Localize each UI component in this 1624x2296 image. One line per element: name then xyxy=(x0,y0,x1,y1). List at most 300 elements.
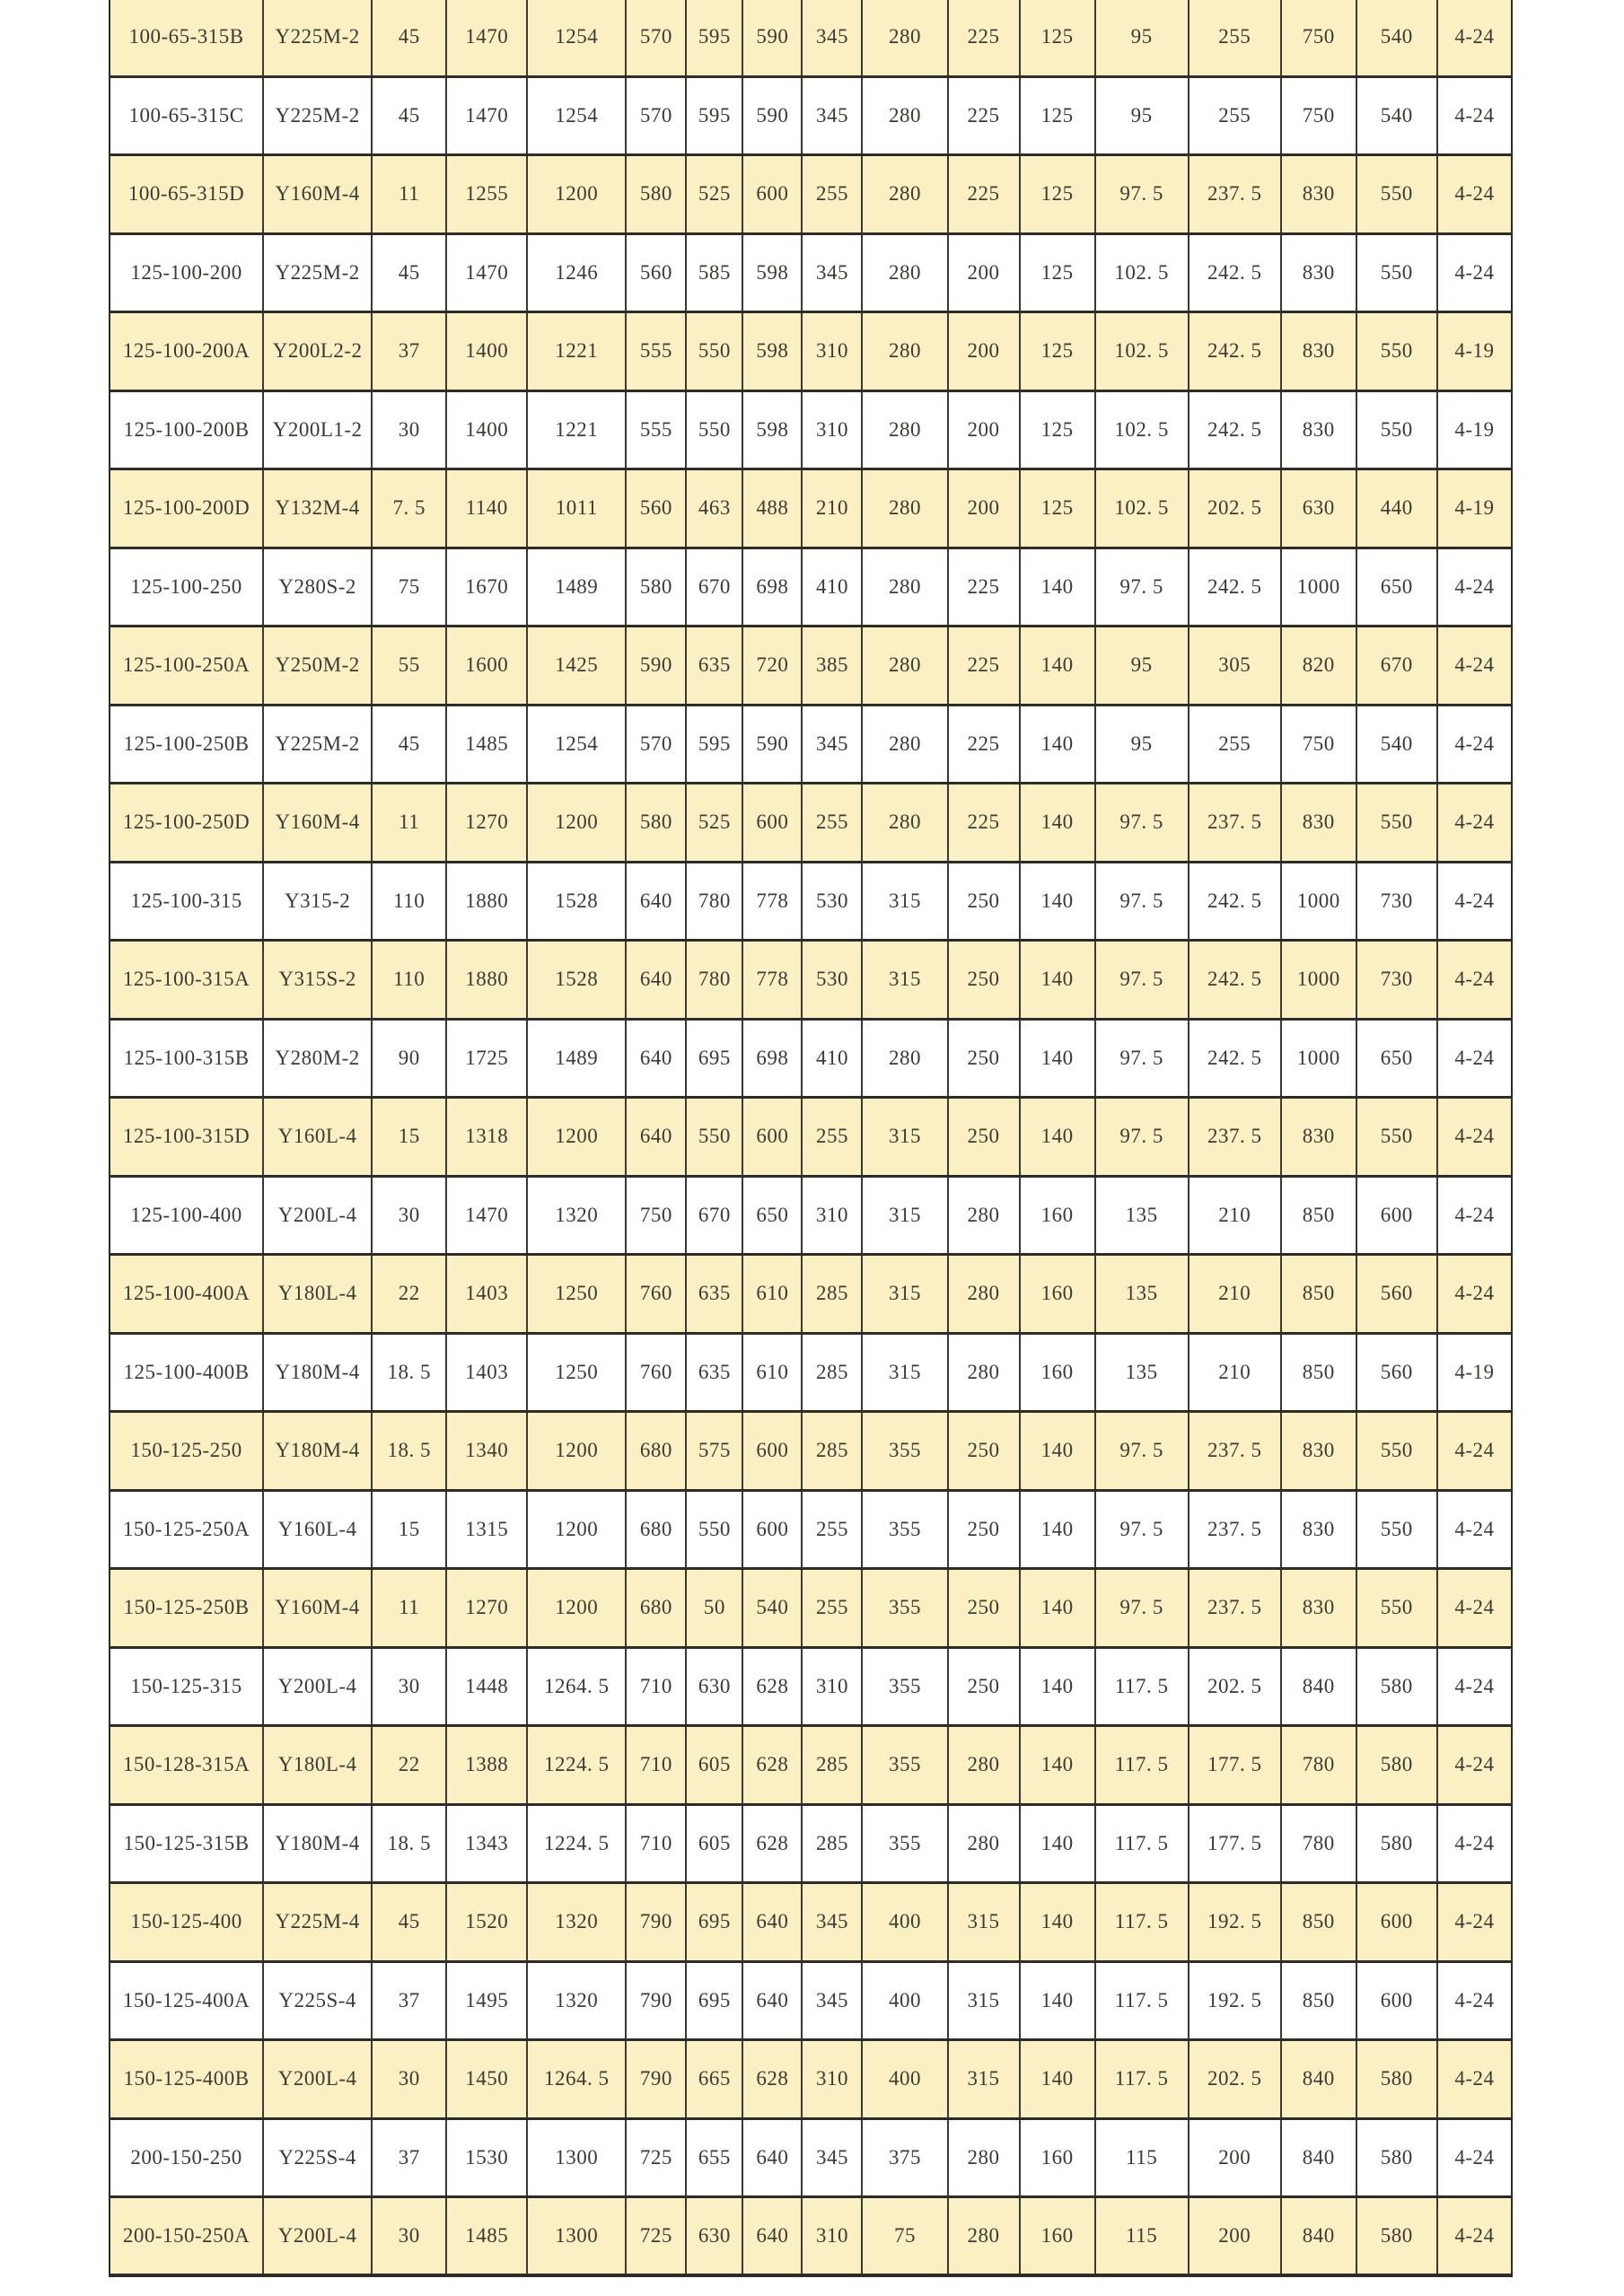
value-cell: 790 xyxy=(626,2040,686,2119)
value-cell: 255 xyxy=(1189,705,1281,784)
value-cell: 140 xyxy=(1020,548,1095,627)
value-cell: 75 xyxy=(372,548,446,627)
value-cell: 1485 xyxy=(446,2197,527,2276)
value-cell: 95 xyxy=(1095,0,1189,76)
value-cell: 1400 xyxy=(446,312,527,391)
pump-model-cell: 150-125-400 xyxy=(130,1910,242,1933)
value-cell: 237. 5 xyxy=(1189,1412,1281,1491)
value-cell: 102. 5 xyxy=(1095,390,1189,469)
value-cell: 117. 5 xyxy=(1095,1961,1189,2040)
value-cell: 780 xyxy=(1281,1726,1356,1805)
value-cell: 580 xyxy=(1356,1804,1437,1883)
table-row xyxy=(110,862,1512,941)
value-cell: 650 xyxy=(1356,548,1437,627)
value-cell: 1300 xyxy=(527,2197,626,2276)
value-cell: 610 xyxy=(742,1333,802,1412)
pump-model-cell: 125-100-315A xyxy=(122,968,250,991)
value-cell: 600 xyxy=(1356,1961,1437,2040)
motor-model-cell: Y225M-4 xyxy=(263,1883,372,1962)
value-cell: 315 xyxy=(862,1098,947,1177)
value-cell: 680 xyxy=(626,1569,686,1648)
value-cell: 345 xyxy=(802,1961,862,2040)
value-cell: 1495 xyxy=(446,1961,527,2040)
value-cell: 550 xyxy=(686,312,742,391)
table-row xyxy=(110,1412,1512,1491)
value-cell: 830 xyxy=(1281,1490,1356,1569)
value-cell: 400 xyxy=(862,2040,947,2119)
value-cell: 140 xyxy=(1020,1019,1095,1098)
value-cell: 50 xyxy=(686,1569,742,1648)
value-cell: 285 xyxy=(802,1333,862,1412)
pump-model-cell: 125-100-400 xyxy=(130,1203,242,1226)
value-cell: 560 xyxy=(626,469,686,548)
motor-model-cell: Y160M-4 xyxy=(263,155,372,234)
value-cell: 4-24 xyxy=(1437,2040,1512,2119)
value-cell: 242. 5 xyxy=(1189,233,1281,312)
value-cell: 1264. 5 xyxy=(527,2040,626,2119)
value-cell: 670 xyxy=(1356,627,1437,705)
value-cell: 210 xyxy=(1189,1333,1281,1412)
value-cell: 97. 5 xyxy=(1095,548,1189,627)
value-cell: 315 xyxy=(862,941,947,1020)
value-cell: 570 xyxy=(626,76,686,155)
value-cell: 1224. 5 xyxy=(527,1804,626,1883)
value-cell: 160 xyxy=(1020,1333,1095,1412)
value-cell: 255 xyxy=(802,784,862,863)
value-cell: 310 xyxy=(802,2197,862,2276)
value-cell: 345 xyxy=(802,1883,862,1962)
value-cell: 280 xyxy=(948,1176,1020,1255)
value-cell: 530 xyxy=(802,862,862,941)
value-cell: 628 xyxy=(742,2040,802,2119)
value-cell: 4-24 xyxy=(1437,941,1512,1020)
pump-model-cell: 125-100-250 xyxy=(130,574,242,598)
pump-model-cell: 150-128-315A xyxy=(122,1753,250,1776)
value-cell: 410 xyxy=(802,548,862,627)
value-cell: 1403 xyxy=(446,1255,527,1334)
value-cell: 97. 5 xyxy=(1095,941,1189,1020)
value-cell: 280 xyxy=(948,1804,1020,1883)
value-cell: 4-19 xyxy=(1437,390,1512,469)
value-cell: 255 xyxy=(1189,76,1281,155)
value-cell: 255 xyxy=(802,1569,862,1648)
value-cell: 242. 5 xyxy=(1189,1019,1281,1098)
pump-model-cell: 125-100-315 xyxy=(130,889,242,912)
pump-model-cell: 125-100-400B xyxy=(123,1360,250,1383)
pump-model-cell: 150-125-250A xyxy=(122,1517,250,1540)
value-cell: 595 xyxy=(686,0,742,76)
value-cell: 140 xyxy=(1020,1490,1095,1569)
table-row xyxy=(110,2040,1512,2119)
value-cell: 140 xyxy=(1020,862,1095,941)
value-cell: 1254 xyxy=(527,76,626,155)
value-cell: 725 xyxy=(626,2118,686,2197)
value-cell: 830 xyxy=(1281,1098,1356,1177)
value-cell: 600 xyxy=(742,1490,802,1569)
value-cell: 18. 5 xyxy=(372,1412,446,1491)
value-cell: 1320 xyxy=(527,1176,626,1255)
value-cell: 670 xyxy=(686,1176,742,1255)
value-cell: 11 xyxy=(372,1569,446,1648)
value-cell: 4-24 xyxy=(1437,2118,1512,2197)
value-cell: 600 xyxy=(742,784,802,863)
table-row xyxy=(110,390,1512,469)
value-cell: 525 xyxy=(686,155,742,234)
value-cell: 635 xyxy=(686,627,742,705)
pump-spec-table xyxy=(109,0,1513,2277)
value-cell: 1315 xyxy=(446,1490,527,1569)
value-cell: 135 xyxy=(1095,1333,1189,1412)
value-cell: 140 xyxy=(1020,1647,1095,1726)
table-row xyxy=(110,2118,1512,2197)
value-cell: 315 xyxy=(862,1176,947,1255)
value-cell: 355 xyxy=(862,1804,947,1883)
table-row xyxy=(110,1569,1512,1648)
value-cell: 850 xyxy=(1281,1961,1356,2040)
value-cell: 630 xyxy=(686,2197,742,2276)
pump-model-cell: 150-125-250B xyxy=(123,1596,250,1619)
value-cell: 640 xyxy=(742,2118,802,2197)
table-row xyxy=(110,1647,1512,1726)
value-cell: 1520 xyxy=(446,1883,527,1962)
value-cell: 595 xyxy=(686,705,742,784)
value-cell: 125 xyxy=(1020,390,1095,469)
pump-model-cell: 125-100-200A xyxy=(122,339,250,363)
value-cell: 117. 5 xyxy=(1095,1883,1189,1962)
value-cell: 698 xyxy=(742,548,802,627)
value-cell: 1725 xyxy=(446,1019,527,1098)
value-cell: 550 xyxy=(1356,1569,1437,1648)
value-cell: 550 xyxy=(1356,233,1437,312)
value-cell: 102. 5 xyxy=(1095,312,1189,391)
value-cell: 1254 xyxy=(527,705,626,784)
value-cell: 95 xyxy=(1095,627,1189,705)
value-cell: 255 xyxy=(1189,0,1281,76)
value-cell: 200 xyxy=(948,469,1020,548)
value-cell: 110 xyxy=(372,941,446,1020)
value-cell: 255 xyxy=(802,1490,862,1569)
value-cell: 550 xyxy=(686,390,742,469)
value-cell: 1200 xyxy=(527,1412,626,1491)
value-cell: 140 xyxy=(1020,1961,1095,2040)
pump-model-cell: 125-100-250A xyxy=(122,653,250,677)
value-cell: 140 xyxy=(1020,1412,1095,1491)
value-cell: 280 xyxy=(862,469,947,548)
value-cell: 698 xyxy=(742,1019,802,1098)
table-row xyxy=(110,941,1512,1020)
value-cell: 95 xyxy=(1095,76,1189,155)
value-cell: 280 xyxy=(862,548,947,627)
value-cell: 15 xyxy=(372,1098,446,1177)
value-cell: 45 xyxy=(372,233,446,312)
value-cell: 192. 5 xyxy=(1189,1883,1281,1962)
motor-model-cell: Y180M-4 xyxy=(263,1412,372,1491)
value-cell: 30 xyxy=(372,2040,446,2119)
value-cell: 830 xyxy=(1281,390,1356,469)
value-cell: 670 xyxy=(686,548,742,627)
motor-model-cell: Y250M-2 xyxy=(263,627,372,705)
value-cell: 1470 xyxy=(446,1176,527,1255)
motor-model-cell: Y200L2-2 xyxy=(263,312,372,391)
value-cell: 4-24 xyxy=(1437,1176,1512,1255)
value-cell: 610 xyxy=(742,1255,802,1334)
value-cell: 110 xyxy=(372,862,446,941)
value-cell: 250 xyxy=(948,1412,1020,1491)
pump-model-cell: 100-65-315C xyxy=(128,103,244,127)
value-cell: 1318 xyxy=(446,1098,527,1177)
value-cell: 530 xyxy=(802,941,862,1020)
table-row xyxy=(110,1098,1512,1177)
value-cell: 4-24 xyxy=(1437,1883,1512,1962)
motor-model-cell: Y200L-4 xyxy=(263,1647,372,1726)
value-cell: 550 xyxy=(1356,784,1437,863)
motor-model-cell: Y200L1-2 xyxy=(263,390,372,469)
value-cell: 1343 xyxy=(446,1804,527,1883)
value-cell: 210 xyxy=(802,469,862,548)
value-cell: 1400 xyxy=(446,390,527,469)
value-cell: 225 xyxy=(948,0,1020,76)
value-cell: 285 xyxy=(802,1726,862,1805)
value-cell: 650 xyxy=(742,1176,802,1255)
value-cell: 237. 5 xyxy=(1189,1098,1281,1177)
value-cell: 285 xyxy=(802,1412,862,1491)
table-row xyxy=(110,155,1512,234)
value-cell: 140 xyxy=(1020,784,1095,863)
value-cell: 280 xyxy=(862,1019,947,1098)
value-cell: 160 xyxy=(1020,2118,1095,2197)
value-cell: 550 xyxy=(1356,1412,1437,1491)
value-cell: 202. 5 xyxy=(1189,2040,1281,2119)
value-cell: 600 xyxy=(742,1098,802,1177)
value-cell: 1200 xyxy=(527,784,626,863)
value-cell: 1221 xyxy=(527,390,626,469)
value-cell: 4-19 xyxy=(1437,312,1512,391)
value-cell: 250 xyxy=(948,1569,1020,1648)
value-cell: 280 xyxy=(948,1255,1020,1334)
value-cell: 550 xyxy=(686,1098,742,1177)
value-cell: 140 xyxy=(1020,2040,1095,2119)
value-cell: 18. 5 xyxy=(372,1804,446,1883)
value-cell: 1200 xyxy=(527,155,626,234)
value-cell: 1320 xyxy=(527,1883,626,1962)
value-cell: 840 xyxy=(1281,2118,1356,2197)
motor-model-cell: Y180L-4 xyxy=(263,1255,372,1334)
value-cell: 640 xyxy=(626,862,686,941)
value-cell: 570 xyxy=(626,705,686,784)
value-cell: 1224. 5 xyxy=(527,1726,626,1805)
value-cell: 225 xyxy=(948,155,1020,234)
value-cell: 630 xyxy=(686,1647,742,1726)
value-cell: 115 xyxy=(1095,2118,1189,2197)
motor-model-cell: Y180L-4 xyxy=(263,1726,372,1805)
value-cell: 102. 5 xyxy=(1095,469,1189,548)
value-cell: 1221 xyxy=(527,312,626,391)
pump-model-cell: 125-100-315B xyxy=(123,1046,250,1069)
value-cell: 310 xyxy=(802,390,862,469)
value-cell: 4-24 xyxy=(1437,862,1512,941)
value-cell: 665 xyxy=(686,2040,742,2119)
value-cell: 790 xyxy=(626,1961,686,2040)
value-cell: 840 xyxy=(1281,1647,1356,1726)
value-cell: 540 xyxy=(1356,0,1437,76)
value-cell: 280 xyxy=(862,76,947,155)
pump-model-cell: 125-100-250B xyxy=(123,732,250,755)
value-cell: 125 xyxy=(1020,0,1095,76)
motor-model-cell: Y160L-4 xyxy=(263,1098,372,1177)
value-cell: 250 xyxy=(948,1098,1020,1177)
value-cell: 580 xyxy=(626,548,686,627)
value-cell: 830 xyxy=(1281,312,1356,391)
pump-model-cell: 125-100-200D xyxy=(122,496,250,520)
value-cell: 280 xyxy=(948,1333,1020,1412)
value-cell: 315 xyxy=(862,1333,947,1412)
value-cell: 250 xyxy=(948,1647,1020,1726)
value-cell: 628 xyxy=(742,1647,802,1726)
value-cell: 4-24 xyxy=(1437,1490,1512,1569)
value-cell: 4-24 xyxy=(1437,1726,1512,1805)
motor-model-cell: Y225M-2 xyxy=(263,233,372,312)
value-cell: 778 xyxy=(742,862,802,941)
value-cell: 605 xyxy=(686,1726,742,1805)
value-cell: 280 xyxy=(862,627,947,705)
value-cell: 830 xyxy=(1281,233,1356,312)
value-cell: 30 xyxy=(372,2197,446,2276)
value-cell: 590 xyxy=(742,76,802,155)
value-cell: 595 xyxy=(686,76,742,155)
value-cell: 250 xyxy=(948,862,1020,941)
value-cell: 710 xyxy=(626,1726,686,1805)
value-cell: 680 xyxy=(626,1490,686,1569)
value-cell: 580 xyxy=(1356,2197,1437,2276)
value-cell: 550 xyxy=(1356,1098,1437,1177)
value-cell: 760 xyxy=(626,1333,686,1412)
value-cell: 30 xyxy=(372,1176,446,1255)
motor-model-cell: Y160M-4 xyxy=(263,1569,372,1648)
value-cell: 1880 xyxy=(446,941,527,1020)
value-cell: 550 xyxy=(1356,1490,1437,1569)
value-cell: 315 xyxy=(948,1883,1020,1962)
pump-model-cell: 200-150-250A xyxy=(122,2224,250,2247)
value-cell: 1250 xyxy=(527,1255,626,1334)
value-cell: 45 xyxy=(372,705,446,784)
value-cell: 580 xyxy=(1356,2040,1437,2119)
value-cell: 4-24 xyxy=(1437,1569,1512,1648)
value-cell: 355 xyxy=(862,1726,947,1805)
value-cell: 237. 5 xyxy=(1189,784,1281,863)
value-cell: 778 xyxy=(742,941,802,1020)
value-cell: 135 xyxy=(1095,1255,1189,1334)
value-cell: 830 xyxy=(1281,1569,1356,1648)
value-cell: 540 xyxy=(1356,76,1437,155)
value-cell: 385 xyxy=(802,627,862,705)
value-cell: 280 xyxy=(948,2118,1020,2197)
table-row xyxy=(110,1255,1512,1334)
value-cell: 4-24 xyxy=(1437,548,1512,627)
value-cell: 1489 xyxy=(527,1019,626,1098)
value-cell: 1300 xyxy=(527,2118,626,2197)
value-cell: 1255 xyxy=(446,155,527,234)
table-row xyxy=(110,1883,1512,1962)
value-cell: 225 xyxy=(948,548,1020,627)
value-cell: 1489 xyxy=(527,548,626,627)
value-cell: 488 xyxy=(742,469,802,548)
value-cell: 237. 5 xyxy=(1189,1490,1281,1569)
value-cell: 4-24 xyxy=(1437,1804,1512,1883)
value-cell: 140 xyxy=(1020,627,1095,705)
value-cell: 315 xyxy=(948,2040,1020,2119)
value-cell: 135 xyxy=(1095,1176,1189,1255)
value-cell: 355 xyxy=(862,1647,947,1726)
value-cell: 117. 5 xyxy=(1095,2040,1189,2119)
value-cell: 280 xyxy=(948,1726,1020,1805)
table-row xyxy=(110,548,1512,627)
value-cell: 200 xyxy=(1189,2197,1281,2276)
value-cell: 177. 5 xyxy=(1189,1726,1281,1805)
pump-model-cell: 125-100-400A xyxy=(122,1282,250,1305)
value-cell: 695 xyxy=(686,1961,742,2040)
value-cell: 1450 xyxy=(446,2040,527,2119)
pump-model-cell: 150-125-315 xyxy=(130,1674,242,1697)
value-cell: 840 xyxy=(1281,2197,1356,2276)
value-cell: 140 xyxy=(1020,1569,1095,1648)
value-cell: 1246 xyxy=(527,233,626,312)
value-cell: 640 xyxy=(742,1961,802,2040)
table-row xyxy=(110,1333,1512,1412)
motor-model-cell: Y160M-4 xyxy=(263,784,372,863)
value-cell: 650 xyxy=(1356,1019,1437,1098)
value-cell: 97. 5 xyxy=(1095,155,1189,234)
value-cell: 140 xyxy=(1020,1804,1095,1883)
value-cell: 225 xyxy=(948,705,1020,784)
motor-model-cell: Y132M-4 xyxy=(263,469,372,548)
pump-model-cell: 150-125-315B xyxy=(123,1831,250,1854)
value-cell: 37 xyxy=(372,312,446,391)
table-row xyxy=(110,469,1512,548)
value-cell: 90 xyxy=(372,1019,446,1098)
value-cell: 117. 5 xyxy=(1095,1647,1189,1726)
value-cell: 242. 5 xyxy=(1189,312,1281,391)
value-cell: 15 xyxy=(372,1490,446,1569)
pump-model-cell: 150-125-400A xyxy=(122,1988,250,2011)
value-cell: 280 xyxy=(862,705,947,784)
value-cell: 550 xyxy=(1356,390,1437,469)
value-cell: 598 xyxy=(742,390,802,469)
value-cell: 22 xyxy=(372,1255,446,1334)
value-cell: 97. 5 xyxy=(1095,1490,1189,1569)
value-cell: 635 xyxy=(686,1255,742,1334)
value-cell: 590 xyxy=(626,627,686,705)
value-cell: 315 xyxy=(862,1255,947,1334)
value-cell: 550 xyxy=(1356,155,1437,234)
value-cell: 560 xyxy=(626,233,686,312)
value-cell: 730 xyxy=(1356,862,1437,941)
value-cell: 125 xyxy=(1020,76,1095,155)
motor-model-cell: Y160L-4 xyxy=(263,1490,372,1569)
value-cell: 580 xyxy=(1356,1726,1437,1805)
value-cell: 540 xyxy=(1356,705,1437,784)
value-cell: 750 xyxy=(626,1176,686,1255)
value-cell: 560 xyxy=(1356,1333,1437,1412)
value-cell: 1000 xyxy=(1281,941,1356,1020)
value-cell: 345 xyxy=(802,76,862,155)
value-cell: 1140 xyxy=(446,469,527,548)
table-row xyxy=(110,705,1512,784)
value-cell: 1670 xyxy=(446,548,527,627)
value-cell: 45 xyxy=(372,1883,446,1962)
value-cell: 780 xyxy=(686,862,742,941)
pump-model-cell: 125-100-315D xyxy=(122,1125,250,1148)
value-cell: 200 xyxy=(948,390,1020,469)
